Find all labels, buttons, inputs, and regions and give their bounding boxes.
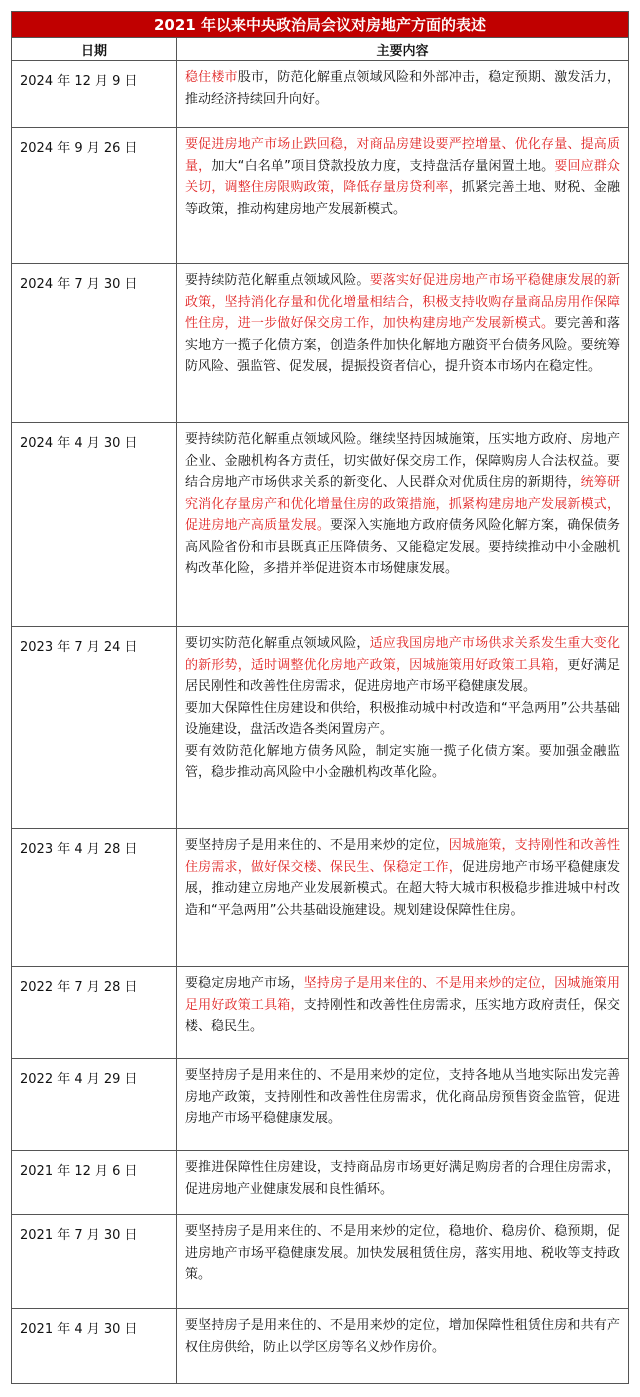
table-row <box>12 1309 629 1384</box>
table-row <box>12 423 629 627</box>
table-row <box>12 627 629 829</box>
table-row <box>12 829 629 967</box>
content-paragraph <box>185 1157 620 1200</box>
row-content <box>177 1215 629 1309</box>
body-text: 促进房地产市场平稳健康发展，推动建立房地产业发展新模式。在超大特大城市积极稳步推进城中村改造和“平急两用”公共基础设施建设。规划建设保障性住房。 <box>185 859 620 918</box>
table-body <box>12 61 629 1384</box>
highlighted-text: 要回应群众关切，调整住房限购政策，降低存量房贷利率， <box>185 158 620 195</box>
table-row <box>12 1059 629 1151</box>
row-content <box>177 128 629 264</box>
content-paragraph <box>185 741 620 784</box>
highlighted-text: 要落实好促进房地产市场平稳健康发展的新政策，坚持消化存量和优化增量相结合，积极支持收购存量商品房用作保障性住房，进一步做好保交房工作，加快构建房地产发展新模式。 <box>185 273 620 331</box>
body-text: 加大“白名单”项目贷款投放力度，支持盘活存量闲置土地。 <box>211 158 555 174</box>
body-text: 要坚持房子是用来住的、不是用来炒的定位，稳地价、稳房价、稳预期，促进房地产市场平稳健康发展。加快发展租赁住房，落实用地、税收等支持政策。 <box>185 1224 620 1282</box>
body-text: 要加大保障性住房建设和供给，积极推动城中村改造和“平急两用”公共基础设施建设，盘活改造各类闲置房产。 <box>185 700 620 737</box>
body-text: 要深入实施地方政府债务风险化解方案，确保债务高风险省份和市县既真正压降债务、又能稳定发展。要持续推动中小金融机构改革化险，多措并举促进资本市场健康发展。 <box>185 518 620 576</box>
content-paragraph <box>185 973 620 1038</box>
highlighted-text: 要促进房地产市场止跌回稳，对商品房建设要严控增量、优化存量、提高质量， <box>185 137 620 174</box>
table-title: 2021 年以来中央政治局会议对房地产方面的表述 <box>12 12 629 38</box>
content-paragraph <box>185 633 620 698</box>
row-date: 2024 年 12 月 9 日 <box>12 61 177 128</box>
statements-table-wrapper <box>11 11 629 1384</box>
content-paragraph <box>185 270 620 378</box>
row-date: 2024 年 4 月 30 日 <box>12 423 177 627</box>
body-text: 要完善和落实地方一揽子化债方案，创造条件加快化解地方融资平台债务风险。要统筹防风险、强监管、促发展，提振投资者信心，提升资本市场内在稳定性。 <box>185 316 620 374</box>
body-text: 要持续防范化解重点领域风险。继续坚持因城施策，压实地方政府、房地产企业、金融机构各方责任，切实做好保交房工作，保障购房人合法权益。要结合房地产市场供求关系的新变化、人民群众对优质住房的新期待， <box>185 432 620 490</box>
highlighted-text: 统筹研究消化存量房产和优化增量住房的政策措施，抓紧构建房地产发展新模式，促进房地产高质量发展。 <box>185 475 620 533</box>
row-date: 2021 年 7 月 30 日 <box>12 1215 177 1309</box>
table-row <box>12 967 629 1059</box>
table-row <box>12 61 629 128</box>
row-date: 2021 年 12 月 6 日 <box>12 1151 177 1215</box>
table-row <box>12 128 629 264</box>
row-content <box>177 1309 629 1384</box>
body-text: 股市，防范化解重点领域风险和外部冲击，稳定预期、激发活力，推动经济持续回升向好。 <box>185 70 620 107</box>
content-paragraph <box>185 1065 620 1130</box>
body-text: 抓紧完善土地、财税、金融等政策，推动构建房地产发展新模式。 <box>185 180 620 217</box>
row-content <box>177 264 629 423</box>
row-date: 2022 年 7 月 28 日 <box>12 967 177 1059</box>
row-date: 2021 年 4 月 30 日 <box>12 1309 177 1384</box>
row-content <box>177 829 629 967</box>
body-text: 要坚持房子是用来住的、不是用来炒的定位，增加保障性租赁住房和共有产权住房供给，防止以学区房等名义炒作房价。 <box>185 1318 620 1355</box>
body-text: 要有效防范化解地方债务风险，制定实施一揽子化债方案。要加强金融监管，稳步推动高风险中小金融机构改革化险。 <box>185 743 620 780</box>
content-paragraph <box>185 429 620 580</box>
row-date: 2022 年 4 月 29 日 <box>12 1059 177 1151</box>
column-header-content: 主要内容 <box>177 38 629 61</box>
body-text: 更好满足居民刚性和改善性住房需求，促进房地产市场平稳健康发展。 <box>185 657 620 694</box>
table-title-row <box>12 12 629 38</box>
body-text: 要稳定房地产市场， <box>185 976 304 991</box>
row-date: 2024 年 7 月 30 日 <box>12 264 177 423</box>
body-text: 要持续防范化解重点领域风险。 <box>185 273 370 288</box>
content-paragraph <box>185 1315 620 1358</box>
table-header-row <box>12 38 629 61</box>
body-text: 要推进保障性住房建设，支持商品房市场更好满足购房者的合理住房需求，促进房地产业健康发展和良性循环。 <box>185 1160 620 1197</box>
content-paragraph <box>185 1221 620 1286</box>
row-date: 2023 年 4 月 28 日 <box>12 829 177 967</box>
highlighted-text: 坚持房子是用来住的、不是用来炒的定位，因城施策用足用好政策工具箱， <box>185 976 620 1013</box>
highlighted-text: 稳住楼市 <box>185 70 238 85</box>
row-date: 2024 年 9 月 26 日 <box>12 128 177 264</box>
content-paragraph <box>185 134 620 220</box>
row-content <box>177 61 629 128</box>
content-paragraph <box>185 67 620 110</box>
body-text: 支持刚性和改善性住房需求，压实地方政府责任，保交楼、稳民生。 <box>185 997 620 1034</box>
column-header-date: 日期 <box>12 38 177 61</box>
row-content <box>177 423 629 627</box>
highlighted-text: 适应我国房地产市场供求关系发生重大变化的新形势，适时调整优化房地产政策，因城施策用好政策工具箱， <box>185 636 620 673</box>
row-content <box>177 1059 629 1151</box>
body-text: 要坚持房子是用来住的、不是用来炒的定位， <box>185 838 449 853</box>
content-paragraph <box>185 698 620 741</box>
row-date: 2023 年 7 月 24 日 <box>12 627 177 829</box>
content-paragraph <box>185 835 620 921</box>
table-row <box>12 1151 629 1215</box>
table-row <box>12 1215 629 1309</box>
row-content <box>177 1151 629 1215</box>
table-row <box>12 264 629 423</box>
body-text: 要切实防范化解重点领域风险， <box>185 636 370 651</box>
row-content <box>177 627 629 829</box>
row-content <box>177 967 629 1059</box>
highlighted-text: 因城施策，支持刚性和改善性住房需求，做好保交楼、保民生、保稳定工作， <box>185 838 620 875</box>
body-text: 要坚持房子是用来住的、不是用来炒的定位，支持各地从当地实际出发完善房地产政策，支持刚性和改善性住房需求，优化商品房预售资金监管，促进房地产市场平稳健康发展。 <box>185 1068 620 1126</box>
statements-table <box>11 11 629 1384</box>
